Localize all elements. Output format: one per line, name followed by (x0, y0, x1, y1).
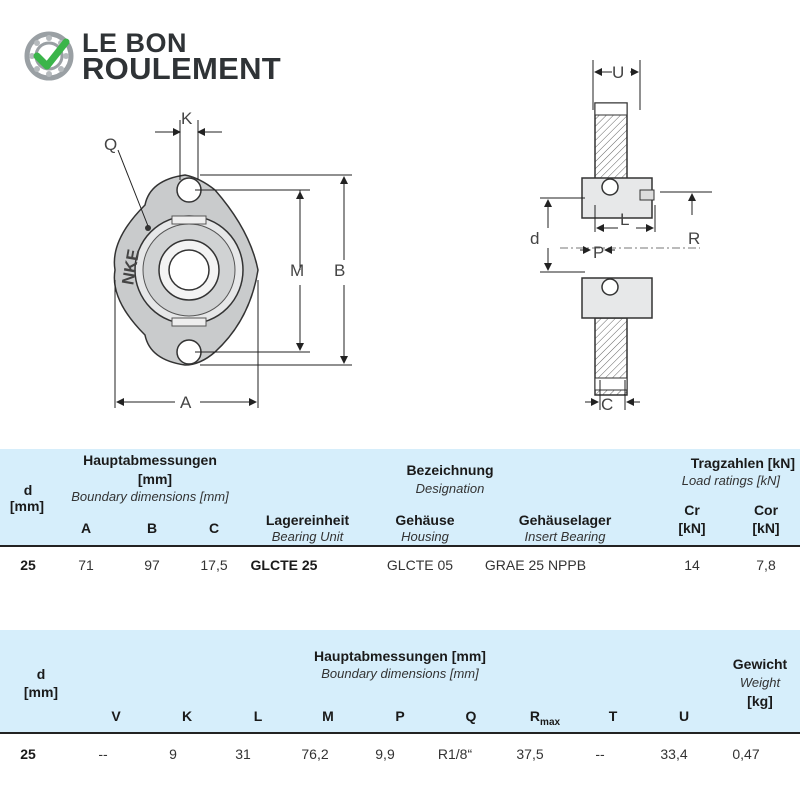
cell-k: 9 (169, 746, 177, 762)
dim-label-c: C (601, 395, 614, 414)
table2-col-k: K (181, 708, 193, 724)
cell-u: 33,4 (660, 746, 688, 762)
table2-col-rmax-sub: max (540, 716, 561, 728)
nke-stamp: NKE (118, 247, 144, 287)
cell-v: -- (98, 746, 108, 762)
cell-p: 9,9 (375, 746, 395, 762)
table1-main-de: Hauptabmessungen (83, 452, 217, 468)
table2-main-en: Boundary dimensions [mm] (321, 666, 479, 681)
table2-col-v: V (111, 708, 121, 724)
dim-label-d: d (530, 229, 540, 248)
dim-label-l: L (620, 210, 630, 229)
logo-text-line2: ROULEMENT (82, 51, 282, 86)
table2-col-p: P (395, 708, 405, 724)
dim-label-m: M (290, 261, 305, 280)
table1-col-cor-unit: [kN] (752, 520, 780, 536)
table1-col-d-unit: [mm] (9, 498, 45, 514)
table2-col-q: Q (465, 708, 477, 724)
table1-col-housing-de: Gehäuse (395, 512, 455, 528)
cell-cr: 14 (684, 557, 700, 573)
table2-weight-en: Weight (739, 675, 781, 690)
table2-col-l: L (253, 708, 263, 724)
table1-col-a: A (80, 520, 92, 536)
table2-col-u: U (678, 708, 690, 724)
table2-col-d: d (36, 666, 46, 682)
cell-l: 31 (235, 746, 251, 762)
table1-designation-de: Bezeichnung (406, 462, 494, 478)
cell-b: 97 (144, 557, 160, 573)
logo-text-line1: LE BON (82, 28, 188, 58)
table2-col-d-unit: [mm] (23, 684, 59, 700)
table1-col-unit-de: Lagereinheit (265, 512, 350, 528)
cell-m: 76,2 (301, 746, 329, 762)
cell-t: -- (595, 746, 605, 762)
cell-d: 25 (20, 746, 36, 762)
table1-col-insert-de: Gehäuselager (518, 512, 612, 528)
table2-weight-unit: [kg] (747, 693, 773, 709)
front-view (104, 109, 352, 412)
dim-label-u: U (612, 63, 625, 82)
table1-load-de: Tragzahlen [kN] (690, 455, 795, 471)
side-view (530, 60, 712, 414)
cell-a: 71 (78, 557, 94, 573)
table2-col-t: T (608, 708, 618, 724)
cell-insert-bearing: GRAE 25 NPPB (484, 557, 587, 573)
cell-cor: 7,8 (756, 557, 776, 573)
cell-rmax: 37,5 (516, 746, 544, 762)
table2-main-de: Hauptabmessungen [mm] (314, 648, 486, 664)
dim-label-q: Q (104, 135, 118, 154)
table1-col-cr-unit: [kN] (678, 520, 706, 536)
table2-col-rmax: $R_{max}$ (529, 708, 561, 728)
table2-weight-de: Gewicht (732, 656, 788, 672)
cell-d: 25 (20, 557, 36, 573)
table1-col-c: C (208, 520, 220, 536)
table1-col-unit-en: Bearing Unit (271, 529, 344, 544)
dim-label-b: B (334, 261, 346, 280)
table1-main-en: Boundary dimensions [mm] (71, 489, 229, 504)
table1-col-housing-en: Housing (401, 529, 449, 544)
table1-col-b: B (146, 520, 158, 536)
table1-col-cr: Cr (684, 502, 700, 518)
table1-col-insert-en: Insert Bearing (524, 529, 606, 544)
dim-label-r: R (688, 229, 701, 248)
cell-housing: GLCTE 05 (386, 557, 454, 573)
table1-load-en: Load ratings [kN] (681, 473, 780, 488)
table2-col-m: M (322, 708, 334, 724)
cell-c: 17,5 (200, 557, 228, 573)
dim-label-k: K (181, 109, 193, 128)
cell-bearing-unit: GLCTE 25 (250, 557, 318, 573)
cell-weight: 0,47 (732, 746, 760, 762)
table1-col-d: d (23, 482, 33, 498)
table1-col-cor: Cor (753, 502, 779, 518)
dim-label-a: A (180, 393, 192, 412)
cell-q: R1/8“ (437, 746, 473, 762)
dim-label-p: P (593, 243, 605, 262)
table1-main-unit: [mm] (137, 471, 173, 487)
table1-designation-en: Designation (415, 481, 485, 496)
